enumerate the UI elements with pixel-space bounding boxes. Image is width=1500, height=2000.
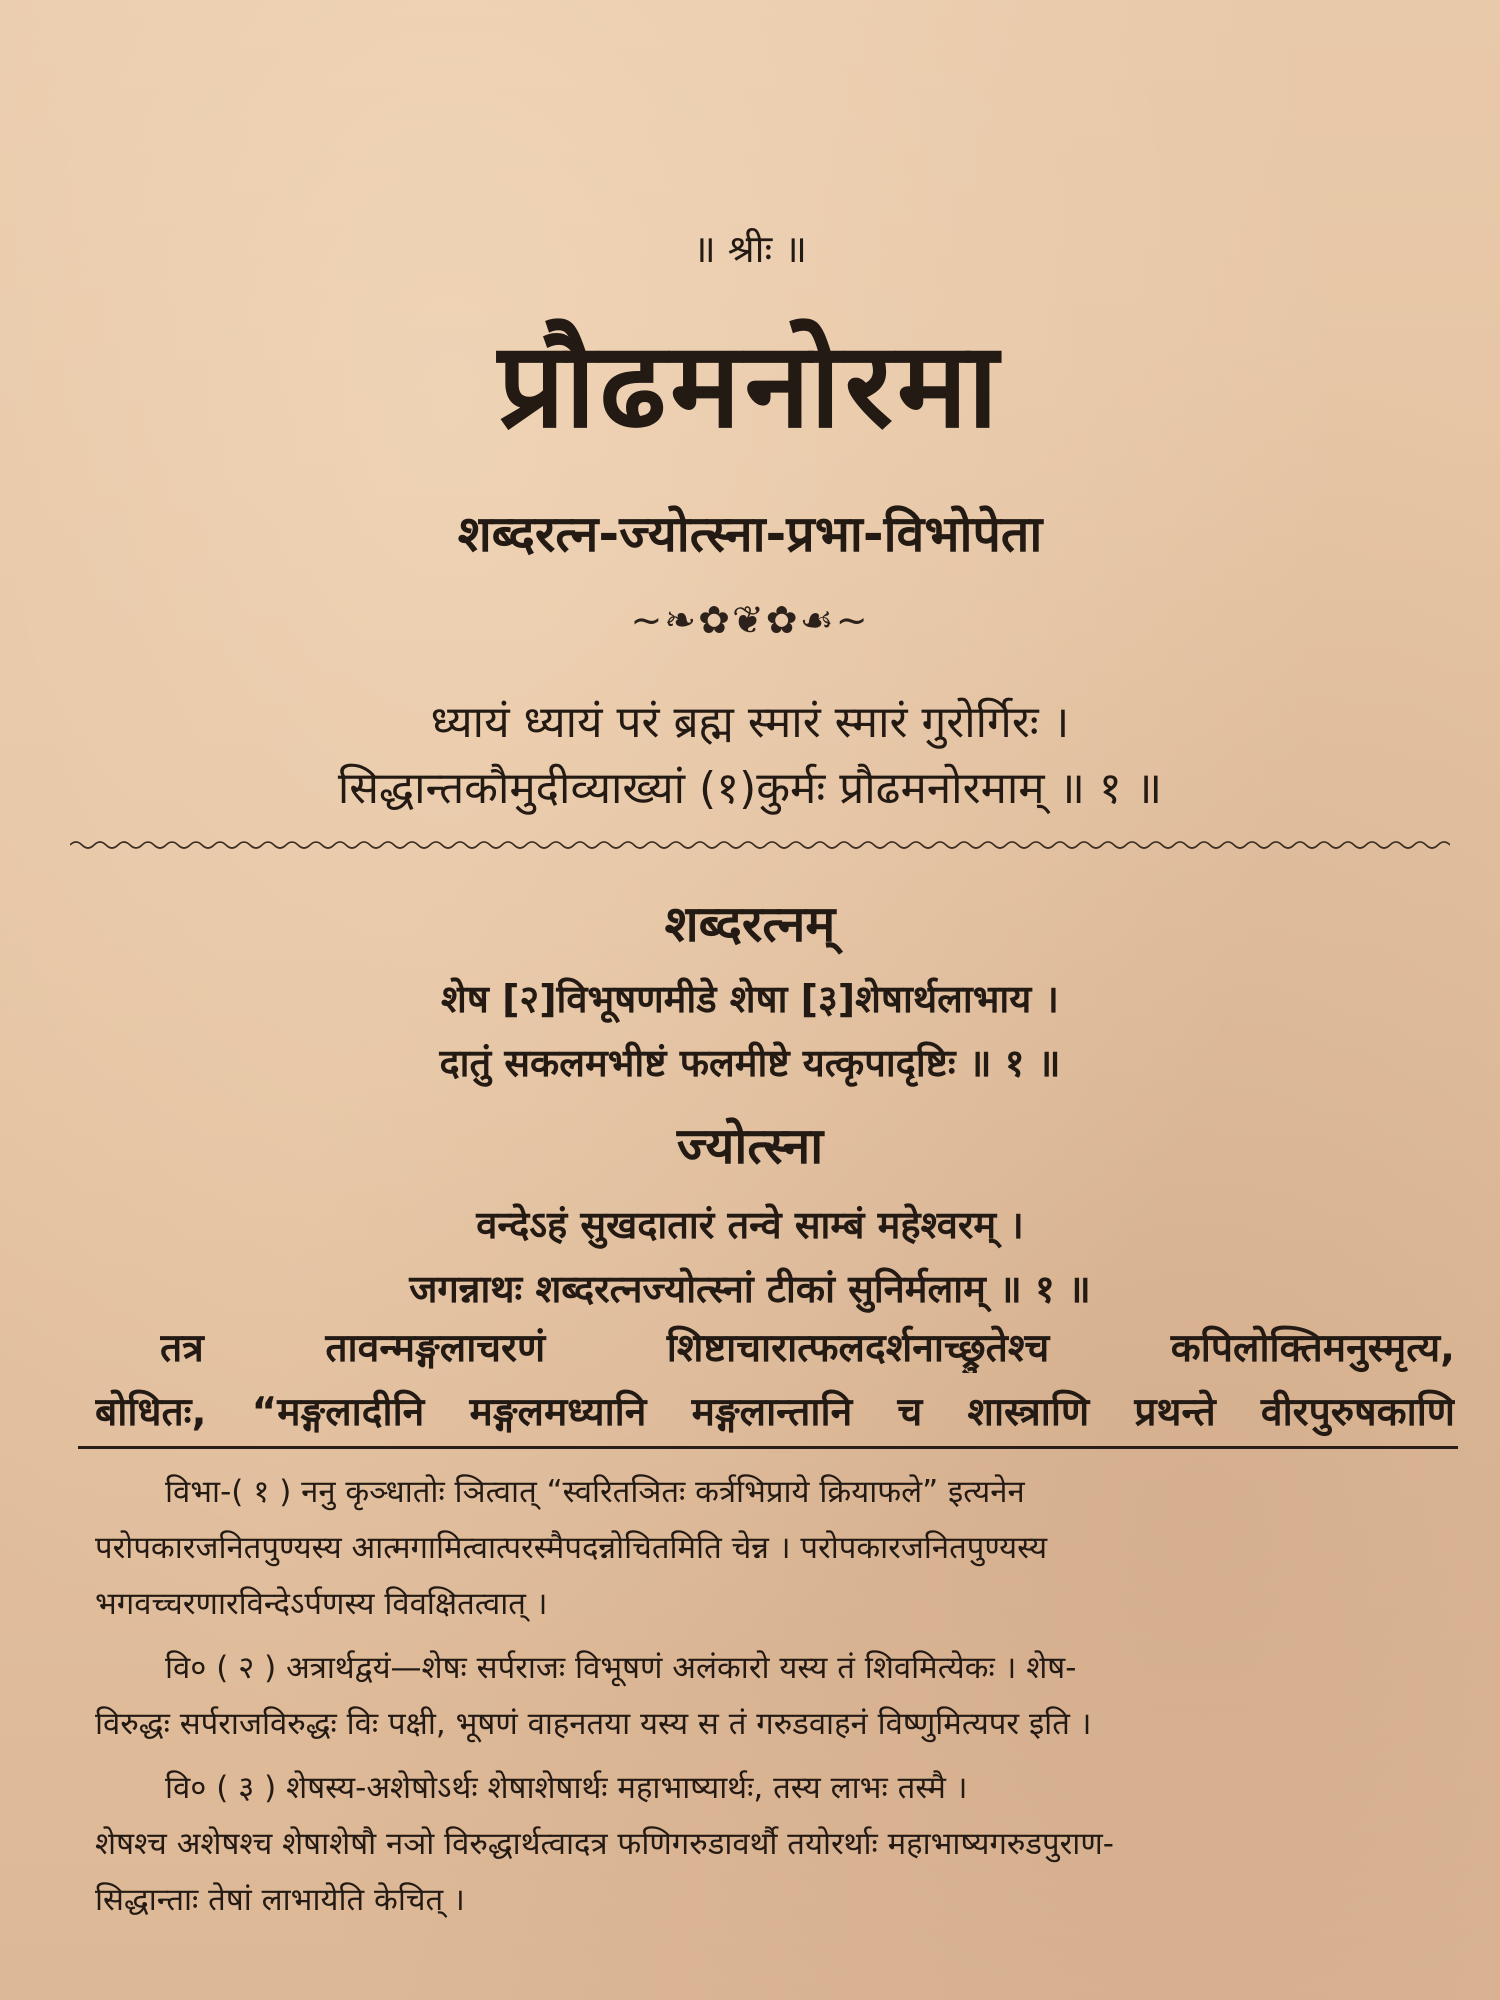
- footnote-rule: [78, 1446, 1458, 1449]
- page-title: प्रौढमनोरमा: [497, 316, 1003, 454]
- intro-verse-line-2: सिद्धान्तकौमुदीव्याख्यां (१)कुर्मः प्रौढमनोरमाम् ॥ १ ॥: [337, 763, 1163, 814]
- floral-ornament-icon: ~❧✿❦✿☙~: [630, 598, 870, 642]
- footnote-2-line-2: विरुद्धः सर्पराजविरुद्धः विः पक्षी, भूषणं वाहनतया यस्य स तं गरुडवाहनं विष्णुमित्यपर इति ।: [95, 1706, 1092, 1742]
- footnote-3-line-1: वि० ( ३ ) शेषस्य-अशेषोऽर्थः शेषाशेषार्थः महाभाष्यार्थः, तस्य लाभः तस्मै ।: [165, 1770, 968, 1806]
- footnote-3-line-3: सिद्धान्ताः तेषां लाभायेति केचित् ।: [95, 1882, 465, 1918]
- footnote-3-line-2: शेषश्च अशेषश्च शेषाशेषौ नञो विरुद्धार्थत्वादत्र फणिगरुडावर्थौ तयोरर्थाः महाभाष्यगरुडपुराण-: [95, 1826, 1114, 1862]
- footnote-1-line-3: भगवच्चरणारविन्देऽर्पणस्य विवक्षितत्वात् ।: [95, 1586, 548, 1622]
- footnote-1-line-2: परोपकारजनितपुण्यस्य आत्मगामित्वात्परस्मैपदन्नोचितमिति चेन्न । परोपकारजनितपुण्यस्य: [95, 1530, 1048, 1566]
- section-heading-shabdaratnam: शब्दरत्नम्: [664, 895, 836, 953]
- jyotsna-verse-line-2: जगन्नाथः शब्दरत्नज्योत्स्नां टीकां सुनिर्मलाम् ॥ १ ॥: [409, 1267, 1091, 1311]
- commentary-line-1: तत्र तावन्मङ्गलाचरणं शिष्टाचारात्फलदर्शनाच्छ्रुतेश्च कपिलोक्तिमनुस्मृत्य,: [160, 1326, 1455, 1371]
- shabdaratnam-verse-line-2: दातुं सकलमभीष्टं फलमीष्टे यत्कृपादृष्टिः ॥ १ ॥: [439, 1041, 1061, 1085]
- intro-verse-line-1: ध्यायं ध्यायं परं ब्रह्म स्मारं स्मारं गुरोर्गिरः ।: [430, 697, 1070, 748]
- footnote-1-line-1: विभा-( १ ) ननु कृञ्धातोः ञित्वात् “स्वरितञितः कर्त्रभिप्राये क्रियाफले” इत्यनेन: [165, 1474, 1025, 1510]
- wavy-divider: [70, 838, 1450, 852]
- footnote-2-line-1: वि० ( २ ) अत्रार्थद्वयं—शेषः सर्पराजः विभूषणं अलंकारो यस्य तं शिवमित्येकः । शेष-: [165, 1650, 1077, 1686]
- commentary-line-2: बोधितः, “मङ्गलादीनि मङ्गलमध्यानि मङ्गलान्तानि च शास्त्राणि प्रथन्ते वीरपुरुषकाणि: [95, 1390, 1455, 1435]
- shabdaratnam-verse-line-1: शेष [२]विभूषणमीडे शेषा [३]शेषार्थलाभाय ।: [441, 977, 1059, 1021]
- page-subtitle: शब्दरत्न-ज्योत्स्ना-प्रभा-विभोपेता: [457, 505, 1043, 563]
- jyotsna-verse-line-1: वन्देऽहं सुखदातारं तन्वे साम्बं महेश्वरम् ।: [476, 1203, 1024, 1247]
- section-heading-jyotsna: ज्योत्स्ना: [676, 1117, 824, 1175]
- invocation-text: ॥ श्रीः ॥: [692, 227, 808, 271]
